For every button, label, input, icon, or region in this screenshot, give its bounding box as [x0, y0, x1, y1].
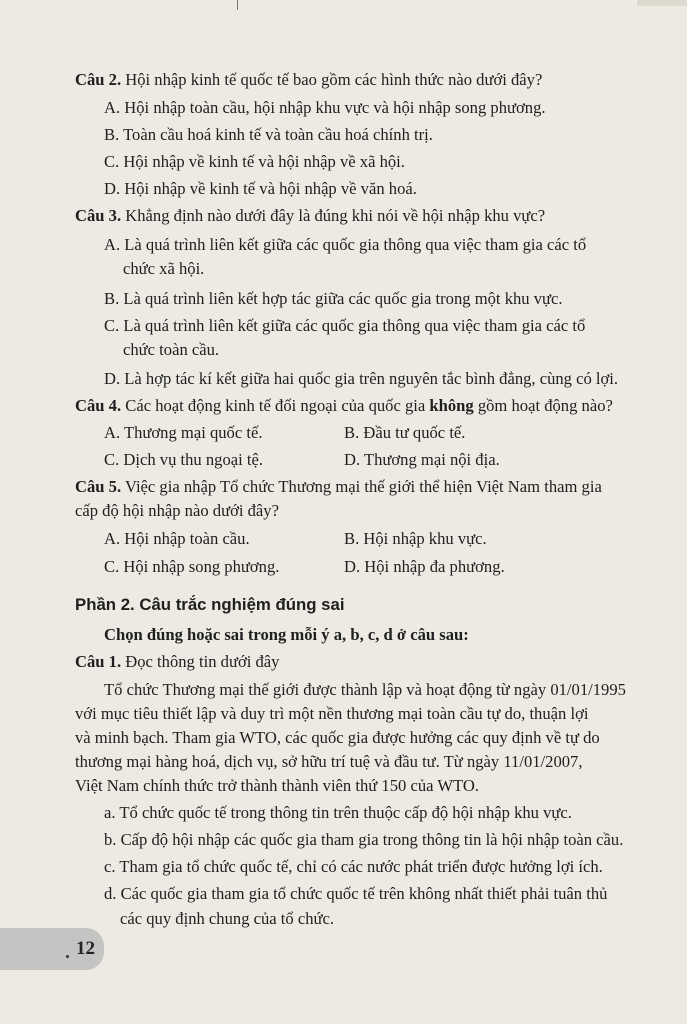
question-number: Câu 3.	[75, 206, 122, 225]
option-b: B. Là quá trình liên kết hợp tác giữa các quốc gia trong một khu vực.	[104, 289, 563, 308]
section-heading: Phần 2. Câu trắc nghiệm đúng sai	[75, 595, 345, 614]
question-number: Câu 2.	[75, 70, 122, 89]
question-1	[75, 651, 279, 673]
question-2	[75, 69, 542, 91]
section-instruction: Chọn đúng hoặc sai trong mỗi ý a, b, c, d ở câu sau:	[104, 625, 469, 644]
passage-line: Việt Nam chính thức trở thành thành viên thứ 150 của WTO.	[75, 776, 479, 795]
option-c: C. Dịch vụ thu ngoại tệ.	[104, 450, 264, 469]
question-5-cont: cấp độ hội nhập nào dưới đây?	[75, 501, 279, 520]
page-dot	[66, 955, 69, 958]
passage-line: với mục tiêu thiết lập và duy trì một nền thương mại toàn cầu tự do, thuận lợi	[75, 704, 589, 723]
option-b: B. Đầu tư quốc tế.	[344, 423, 466, 442]
question-number: Câu 1.	[75, 652, 122, 671]
statement-d: d. Các quốc gia tham gia tổ chức quốc tế trên không nhất thiết phải tuân thủ	[104, 884, 608, 903]
page-number: 12	[76, 938, 95, 959]
question-text: Hội nhập kinh tế quốc tế bao gồm các hình thức nào dưới đây?	[121, 70, 543, 89]
question-text: Việc gia nhập Tổ chức Thương mại thế giới thể hiện Việt Nam tham gia	[121, 477, 602, 496]
option-c-cont: chức toàn cầu.	[123, 340, 220, 359]
statement-a: a. Tổ chức quốc tế trong thông tin trên thuộc cấp độ hội nhập khu vực.	[104, 803, 572, 822]
option-a: A. Hội nhập toàn cầu.	[104, 529, 250, 548]
question-text-emphasis: không	[429, 396, 474, 415]
question-number: Câu 5.	[75, 477, 122, 496]
option-a-cont: chức xã hội.	[123, 259, 205, 278]
question-3	[75, 205, 545, 227]
option-d: D. Thương mại nội địa.	[344, 450, 500, 469]
question-5	[75, 476, 602, 498]
option-c: C. Hội nhập song phương.	[104, 557, 280, 576]
statement-b: b. Cấp độ hội nhập các quốc gia tham gia trong thông tin là hội nhập toàn cầu.	[104, 830, 624, 849]
option-d: D. Hội nhập đa phương.	[344, 557, 505, 576]
option-c: C. Là quá trình liên kết giữa các quốc gia thông qua việc tham gia các tổ	[104, 316, 586, 335]
statement-c: c. Tham gia tổ chức quốc tế, chỉ có các nước phát triển được hưởng lợi ích.	[104, 857, 603, 876]
option-a: A. Hội nhập toàn cầu, hội nhập khu vực và hội nhập song phương.	[104, 98, 546, 117]
passage-line: Tổ chức Thương mại thế giới được thành lập và hoạt động từ ngày 01/01/1995	[104, 680, 626, 699]
option-a: A. Thương mại quốc tế.	[104, 423, 263, 442]
question-text: Đọc thông tin dưới đây	[121, 652, 280, 671]
passage-line: và minh bạch. Tham gia WTO, các quốc gia được hưởng các quy định về tự do	[75, 728, 600, 747]
option-a: A. Là quá trình liên kết giữa các quốc gia thông qua việc tham gia các tổ	[104, 235, 587, 254]
question-text: Khẳng định nào dưới đây là đúng khi nói về hội nhập khu vực?	[121, 206, 546, 225]
crop-mark	[237, 0, 238, 10]
option-b: B. Hội nhập khu vực.	[344, 529, 487, 548]
question-number: Câu 4.	[75, 396, 122, 415]
question-4	[75, 395, 613, 417]
passage-line: thương mại hàng hoá, dịch vụ, sở hữu trí tuệ và đầu tư. Từ ngày 11/01/2007,	[75, 752, 583, 771]
option-d: D. Là hợp tác kí kết giữa hai quốc gia trên nguyên tắc bình đẳng, cùng có lợi.	[104, 369, 619, 388]
statement-d-cont: các quy định chung của tổ chức.	[120, 909, 335, 928]
option-b: B. Toàn cầu hoá kinh tế và toàn cầu hoá chính trị.	[104, 125, 433, 144]
option-c: C. Hội nhập về kinh tế và hội nhập về xã hội.	[104, 152, 405, 171]
question-text: Các hoạt động kinh tế đối ngoại của quốc gia	[121, 396, 430, 415]
option-d: D. Hội nhập về kinh tế và hội nhập về văn hoá.	[104, 179, 417, 198]
question-text-end: gồm hoạt động nào?	[473, 396, 613, 415]
page-edge	[637, 0, 687, 6]
